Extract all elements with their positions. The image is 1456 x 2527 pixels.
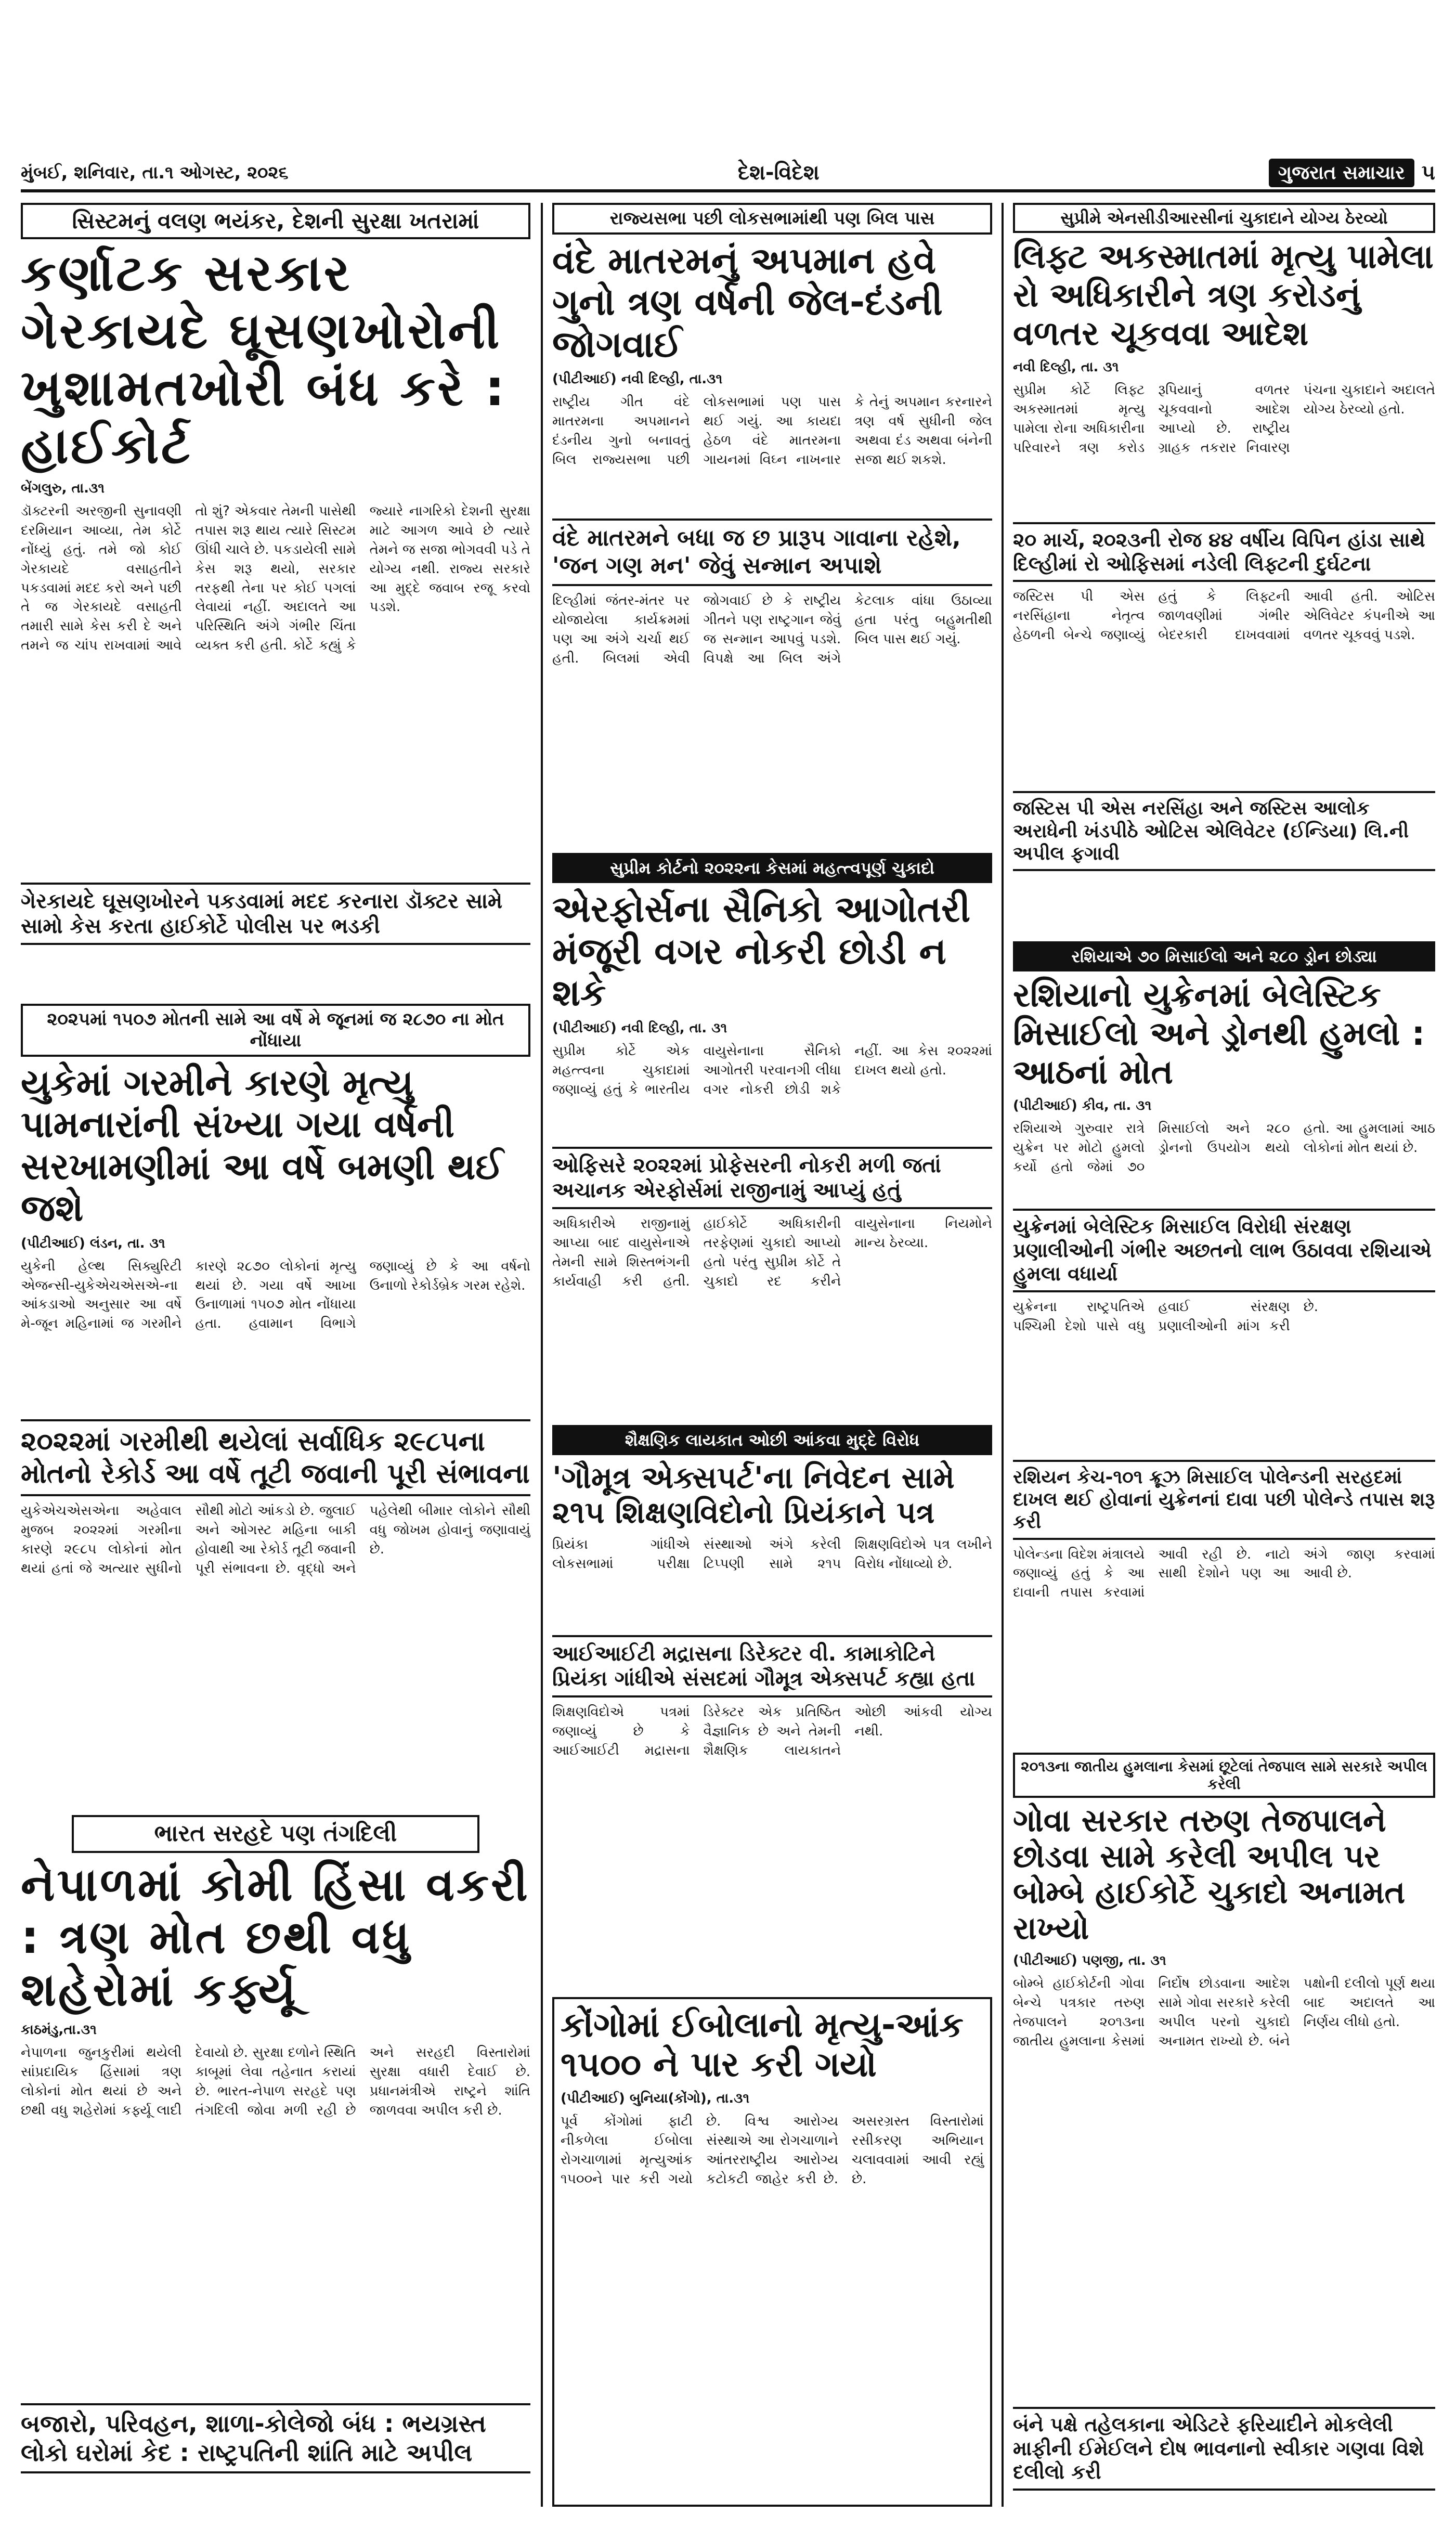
article-nepal <box>21 1815 530 2507</box>
article-subhead: આઈઆઈટી મદ્રાસના ડિરેક્ટર વી. કામાકોટિને પ્રિયંકા ગાંધીએ સંસદમાં ગૌમૂત્ર એક્સપર્ટ કહ્યા હતા <box>552 1635 992 1697</box>
article-body: પોલેન્ડના વિદેશ મંત્રાલયે જણાવ્યું હતું કે આ દાવાની તપાસ કરવામાં આવી રહી છે. નાટો સાથી દેશોને પણ આ અંગે જાણ કરવામાં આવી છે. <box>1013 1546 1435 1601</box>
article-body: જસ્ટિસ પી એસ નરસિંહાના નેતૃત્વ હેઠળની બેન્ચે જણાવ્યું હતું કે લિફ્ટની જાળવણીમાં ગંભીર બેદરકારી દાખવવામાં આવી હતી. ઓટિસ એલિવેટર કંપનીએ આ વળતર ચૂકવવું પડશે. <box>1013 589 1435 643</box>
article-subhead: ગેરકાયદે ઘૂસણખોરને પકડવામાં મદદ કરનારા ડૉક્ટર સામે સામો કેસ કરતા હાઈકોર્ટે પોલીસ પર ભડકી <box>21 883 530 945</box>
article-dateline: (પીટીઆઈ) બુનિયા(કોંગો), તા.૩૧ <box>561 2090 750 2106</box>
article-congo-ebola <box>552 1997 992 2507</box>
article-headline: 'ગૌમૂત્ર એક્સપર્ટ'ના નિવેદન સામે ૨૧૫ શિક્ષણવિદોનો પ્રિયંકાને પત્ર <box>552 1460 955 1531</box>
article-dateline: કાઠમંડુ,તા.૩૧ <box>21 2022 97 2038</box>
article-dateline: (પીટીઆઈ) લંડન, તા. ૩૧ <box>21 1235 165 1251</box>
article-body: પ્રિયંકા ગાંધીએ લોકસભામાં પરીક્ષા સંસ્થાઓ અંગે કરેલી ટિપ્પણી સામે ૨૧૫ શિક્ષણવિદોએ પત્ર લખીને વિરોધ નોંધાવ્યો છે. <box>552 1536 992 1572</box>
article-headline: ગોવા સરકાર તરુણ તેજપાલને છોડવા સામે કરેલી અપીલ પર બોમ્બે હાઈકોર્ટે ચુકાદો અનામત રાખ્યો <box>1013 1803 1406 1947</box>
page-number: ૫ <box>1421 161 1435 185</box>
article-dateline: (પીટીઆઈ) નવી દિલ્હી, તા. ૩૧ <box>552 1020 727 1036</box>
article-subhead: યુક્રેનમાં બેલેસ્ટિક મિસાઈલ વિરોધી સંરક્ષણ પ્રણાલીઓની ગંભીર અછતનો લાભ ઉઠાવવા રશિયાએ હુમલા વધાર્યા <box>1013 1209 1435 1292</box>
article-body: સુપ્રીમ કોર્ટે લિફ્ટ અકસ્માતમાં મૃત્યુ પામેલા રોના અધિકારીના પરિવારને ત્રણ કરોડ રૂપિયાનું વળતર ચૂકવવાનો આદેશ આપ્યો છે. રાષ્ટ્રીય ગ્રાહક તકરાર નિવારણ પંચના ચુકાદાને અદાલતે યોગ્ય ઠેરવ્યો હતો. <box>1013 382 1435 456</box>
article-vande-mataram <box>552 203 992 843</box>
masthead-brand <box>1269 159 1435 187</box>
article-kicker: રાજ્યસભા પછી લોકસભામાંથી પણ બિલ પાસ <box>552 203 992 235</box>
column-rule <box>541 203 543 2507</box>
article-tejpal <box>1013 1753 1435 2507</box>
article-headline: નેપાળમાં કોમી હિંસા વકરી : ત્રણ મોત છથી વધુ શહેરોમાં કર્ફ્યૂ <box>21 1857 530 2017</box>
article-body: અધિકારીએ રાજીનામું આપ્યા બાદ વાયુસેનાએ તેમની સામે શિસ્તભંગની કાર્યવાહી કરી હતી. હાઈકોર્ટે અધિકારીની તરફેણમાં ચુકાદો આપ્યો હતો પરંતુ સુપ્રીમ કોર્ટે તે ચુકાદો રદ કરીને વાયુસેનાના નિયમોને માન્ય ઠેરવ્યા. <box>552 1215 992 1289</box>
article-headline: કર્ણાટક સરકાર ગેરકાયદે ઘૂસણખોરોની ખુશામતખોરી બંધ કરે : હાઈકોર્ટ <box>21 244 507 475</box>
article-karnataka <box>21 203 530 993</box>
article-body: યુકેની હેલ્થ સિક્યુરિટી એજન્સી-યુકેએચએસએ-ના આંકડાઓ અનુસાર આ વર્ષે મે-જૂન મહિનામાં જ ગરમીને કારણે ૨૮૭૦ લોકોનાં મૃત્યુ થયાં છે. ગયા વર્ષે આખા ઉનાળામાં ૧૫૦૭ મોત નોંધાયા હતા. હવામાન વિભાગે જણાવ્યું છે કે આ વર્ષનો ઉનાળો રેકોર્ડબ્રેક ગરમ રહેશે. <box>21 1258 530 1332</box>
article-body: દિલ્હીમાં જંતર-મંતર પર યોજાયેલા કાર્યક્રમમાં પણ આ અંગે ચર્ચા થઈ હતી. બિલમાં એવી જોગવાઈ છે કે રાષ્ટ્રીય ગીતને પણ રાષ્ટ્રગાન જેવું જ સન્માન આપવું પડશે. વિપક્ષે આ બિલ અંગે કેટલાક વાંધા ઉઠાવ્યા હતા પરંતુ બહુમતીથી બિલ પાસ થઈ ગયું. <box>552 592 992 666</box>
article-dateline: નવી દિલ્હી, તા. ૩૧ <box>1013 359 1119 375</box>
article-kicker: સુપ્રીમ કોર્ટનો ૨૦૨૨ના કેસમાં મહત્ત્વપૂર્ણ ચુકાદો <box>552 853 992 883</box>
article-uk-heat <box>21 1004 530 1805</box>
article-headline: કોંગોમાં ઈબોલાનો મૃત્યુ-આંક ૧૫૦૦ ને પાર કરી ગયો <box>561 2005 964 2084</box>
article-subhead: ૨૦૨૨માં ગરમીથી થયેલાં સર્વાધિક ૨૯૮૫ના મોતનો રેકોર્ડ આ વર્ષે તૂટી જવાની પૂરી સંભાવના <box>21 1419 530 1497</box>
article-dateline: બેંગલુરુ, તા.૩૧ <box>21 480 105 496</box>
article-footer-line: જસ્ટિસ પી એસ નરસિંહા અને જસ્ટિસ આલોક અરાધેની ખંડપીઠે ઓટિસ એલિવેટર (ઈન્ડિયા) લિ.ની અપીલ ફગાવી <box>1013 791 1435 871</box>
article-headline: એરફોર્સના સૈનિકો આગોતરી મંજૂરી વગર નોકરી છોડી ન શકે <box>552 888 971 1015</box>
article-subhead: વંદે માતરમને બધા જ છ પ્રારૂપ ગાવાના રહેશે, 'જન ગણ મન' જેવું સન્માન અપાશે <box>552 519 992 586</box>
article-headline: રશિયાનો યુક્રેનમાં બેલેસ્ટિક મિસાઈલો અને ડ્રોનથી હુમલો : આઠનાં મોત <box>1013 976 1425 1092</box>
masthead-date: મુંબઈ, શનિવાર, તા.૧ ઓગસ્ટ, ૨૦૨૬ <box>21 162 289 183</box>
article-body: રશિયાએ ગુરુવાર રાત્રે યુક્રેન પર મોટો હુમલો કર્યો હતો જેમાં ૭૦ મિસાઈલો અને ૨૮૦ ડ્રોનનો ઉપયોગ થયો હતો. આ હુમલામાં આઠ લોકોનાં મોત થયાં છે. <box>1013 1121 1435 1175</box>
article-subhead: ઓફિસરે ૨૦૨૨માં પ્રોફેસરની નોકરી મળી જતાં અચાનક એરફોર્સમાં રાજીનામું આપ્યું હતું <box>552 1147 992 1209</box>
article-subhead: બંને પક્ષે તહેલકાના એડિટરે ફરિયાદીને મોકલેલી માફીની ઈમેઈલને દોષ ભાવનાનો સ્વીકાર ગણવા વિશે દલીલો કરી <box>1013 2407 1435 2491</box>
article-kicker: સિસ્ટમનું વલણ ભયંકર, દેશની સુરક્ષા ખતરામાં <box>21 203 530 239</box>
article-subhead: બજારો, પરિવહન, શાળા-કોલેજો બંધ : ભયગ્રસ્ત લોકો ઘરોમાં કેદ : રાષ્ટ્રપતિની શાંતિ માટે અપીલ <box>21 2403 530 2473</box>
article-russia-ukraine <box>1013 941 1435 1742</box>
article-subhead: ૨૦ માર્ચ, ૨૦૨૩ની રોજ ૪૪ વર્ષીય વિપિન હાંડા સાથે દિલ્હીમાં રો ઓફિસમાં નડેલી લિફ્ટની દુર્ઘટના <box>1013 522 1435 582</box>
page-masthead <box>21 156 1435 192</box>
article-body: ડૉક્ટરની અરજીની સુનાવણી દરમિયાન આવ્યા, તેમ કોર્ટે નોંધ્યું હતું. તમે જો કોઈ ગેરકાયદે વસાહતીને પકડવામાં મદદ કરો અને પછી તે જ ગેરકાયદે વસાહતી તમારી સામે કેસ કરી દે અને તમને જ ચાંપ રાખવામાં આવે તો શું? એકવાર તેમની પાસેથી તપાસ શરૂ થાય ત્યારે સિસ્ટમ ઊંધી ચાલે છે. પકડાયેલી સામે કેસ શરૂ થયો, સરકાર તરફથી તેના પર કોઈ પગલાં લેવાયાં નહીં. અદાલતે આ પરિસ્થિતિ અંગે ગંભીર ચિંતા વ્યક્ત કરી હતી. કોર્ટે કહ્યું કે જ્યારે નાગરિકો દેશની સુરક્ષા માટે આગળ આવે છે ત્યારે તેમને જ સજા ભોગવવી પડે તે યોગ્ય નથી. રાજ્ય સરકારે આ મુદ્દે જવાબ રજૂ કરવો પડશે. <box>21 503 530 654</box>
article-subhead: રશિયન કેચ-૧૦૧ ક્રૂઝ મિસાઈલ પોલેન્ડની સરહદમાં દાખલ થઈ હોવાનાં યુક્રેનનાં દાવા પછી પોલેન્ડે તપાસ શરૂ કરી <box>1013 1460 1435 1540</box>
article-body: સુપ્રીમ કોર્ટે એક મહત્ત્વના ચુકાદામાં જણાવ્યું હતું કે ભારતીય વાયુસેનાના સૈનિકો આગોતરી પરવાનગી લીધા વગર નોકરી છોડી શકે નહીં. આ કેસ ૨૦૨૨માં દાખલ થયો હતો. <box>552 1043 992 1097</box>
article-body: શિક્ષણવિદોએ પત્રમાં જણાવ્યું છે કે આઈઆઈટી મદ્રાસના ડિરેક્ટર એક પ્રતિષ્ઠિત વૈજ્ઞાનિક છે અને તેમની શૈક્ષણિક લાયકાતને ઓછી આંકવી યોગ્ય નથી. <box>552 1704 992 1758</box>
article-kicker: ૨૦૧૩ના જાતીય હુમલાના કેસમાં છૂટેલાં તેજપાલ સામે સરકારે અપીલ કરેલી <box>1013 1753 1435 1798</box>
column-rule <box>1002 203 1004 2507</box>
article-kicker: ૨૦૨૫માં ૧૫૦૭ મોતની સામે આ વર્ષે મે જૂનમાં જ ૨૮૭૦ ના મોત નોંધાયા <box>21 1004 530 1057</box>
article-body: નેપાળના જુનકુરીમાં થયેલી સાંપ્રદાયિક હિંસામાં ત્રણ લોકોનાં મોત થયાં છે અને છથી વધુ શહેરોમાં કર્ફ્યૂ લાદી દેવાયો છે. સુરક્ષા દળોને સ્થિતિ કાબૂમાં લેવા તહેનાત કરાયાં છે. ભારત-નેપાળ સરહદે પણ તંગદિલી જોવા મળી રહી છે અને સરહદી વિસ્તારોમાં સુરક્ષા વધારી દેવાઈ છે. પ્રધાનમંત્રીએ રાષ્ટ્રને શાંતિ જાળવવા અપીલ કરી છે. <box>21 2045 530 2119</box>
article-lift-accident <box>1013 203 1435 931</box>
article-dateline: (પીટીઆઈ) પણજી, તા. ૩૧ <box>1013 1953 1166 1969</box>
article-body: બોમ્બે હાઈકોર્ટની ગોવા બેન્ચે પત્રકાર તરુણ તેજપાલને ૨૦૧૩ના જાતીય હુમલાના કેસમાં નિર્દોષ છોડવાના આદેશ સામે ગોવા સરકારે કરેલી અપીલ પરનો ચુકાદો અનામત રાખ્યો છે. બંને પક્ષોની દલીલો પૂર્ણ થયા બાદ અદાલતે આ નિર્ણય લીધો હતો. <box>1013 1976 1435 2049</box>
article-dateline: (પીટીઆઈ) કીવ, તા. ૩૧ <box>1013 1098 1152 1114</box>
article-kicker: રશિયાએ ૭૦ મિસાઈલો અને ૨૮૦ ડ્રોન છોડ્યા <box>1013 941 1435 971</box>
newspaper-logo: ગુજરાત સમાચાર <box>1269 159 1414 187</box>
article-kicker: ભારત સરહદે પણ તંગદિલી <box>72 1815 479 1853</box>
article-kicker: શૈક્ષણિક લાયકાત ઓછી આંકવા મુદ્દે વિરોધ <box>552 1425 992 1455</box>
article-airforce <box>552 853 992 1415</box>
article-gaumutra <box>552 1425 992 1987</box>
article-dateline: (પીટીઆઈ) નવી દિલ્હી, તા.૩૧ <box>552 371 723 387</box>
article-body: યુકેએચએસએના અહેવાલ મુજબ ૨૦૨૨માં ગરમીના કારણે ૨૯૮૫ લોકોનાં મોત થયાં હતાં જે અત્યાર સુધીનો સૌથી મોટો આંકડો છે. જુલાઈ અને ઓગસ્ટ મહિના બાકી હોવાથી આ રેકોર્ડ તૂટી જવાની પૂરી સંભાવના છે. વૃદ્ધો અને પહેલેથી બીમાર લોકોને સૌથી વધુ જોખમ હોવાનું જણાવાયું છે. <box>21 1503 530 1577</box>
article-headline: યુકેમાં ગરમીને કારણે મૃત્યુ પામનારાંની સંખ્યા ગયા વર્ષની સરખામણીમાં આ વર્ષે બમણી થઈ જશે <box>21 1061 504 1230</box>
article-body: યુક્રેનના રાષ્ટ્રપતિએ પશ્ચિમી દેશો પાસે વધુ હવાઈ સંરક્ષણ પ્રણાલીઓની માંગ કરી છે. <box>1013 1299 1319 1334</box>
article-headline: વંદે માતરમનું અપમાન હવે ગુનો ત્રણ વર્ષની જેલ-દંડની જોગવાઈ <box>552 239 943 366</box>
article-body: રાષ્ટ્રીય ગીત વંદે માતરમના અપમાનને દંડનીય ગુનો બનાવતું બિલ રાજ્યસભા પછી લોકસભામાં પણ પાસ થઈ ગયું. આ કાયદા હેઠળ વંદે માતરમના ગાયનમાં વિઘ્ન નાખનાર કે તેનું અપમાન કરનારને ત્રણ વર્ષ સુધીની જેલ અથવા દંડ અથવા બંનેની સજા થઈ શકશે. <box>552 394 992 468</box>
article-body: પૂર્વ કોંગોમાં ફાટી નીકળેલા ઈબોલા રોગચાળામાં મૃત્યુઆંક ૧૫૦૦ને પાર કરી ગયો છે. વિશ્વ આરોગ્ય સંસ્થાએ આ રોગચાળાને આંતરરાષ્ટ્રીય આરોગ્ય કટોકટી જાહેર કરી છે. અસરગ્રસ્ત વિસ્તારોમાં રસીકરણ અભિયાન ચલાવવામાં આવી રહ્યું છે. <box>561 2113 984 2187</box>
masthead-section: દેશ-વિદેશ <box>737 161 820 185</box>
article-kicker: સુપ્રીમે એનસીડીઆરસીનાં ચુકાદાને યોગ્ય ઠેરવ્યો <box>1013 203 1435 233</box>
article-headline: લિફ્ટ અકસ્માતમાં મૃત્યુ પામેલા રો અધિકારીને ત્રણ કરોડનું વળતર ચૂકવવા આદેશ <box>1013 238 1434 353</box>
